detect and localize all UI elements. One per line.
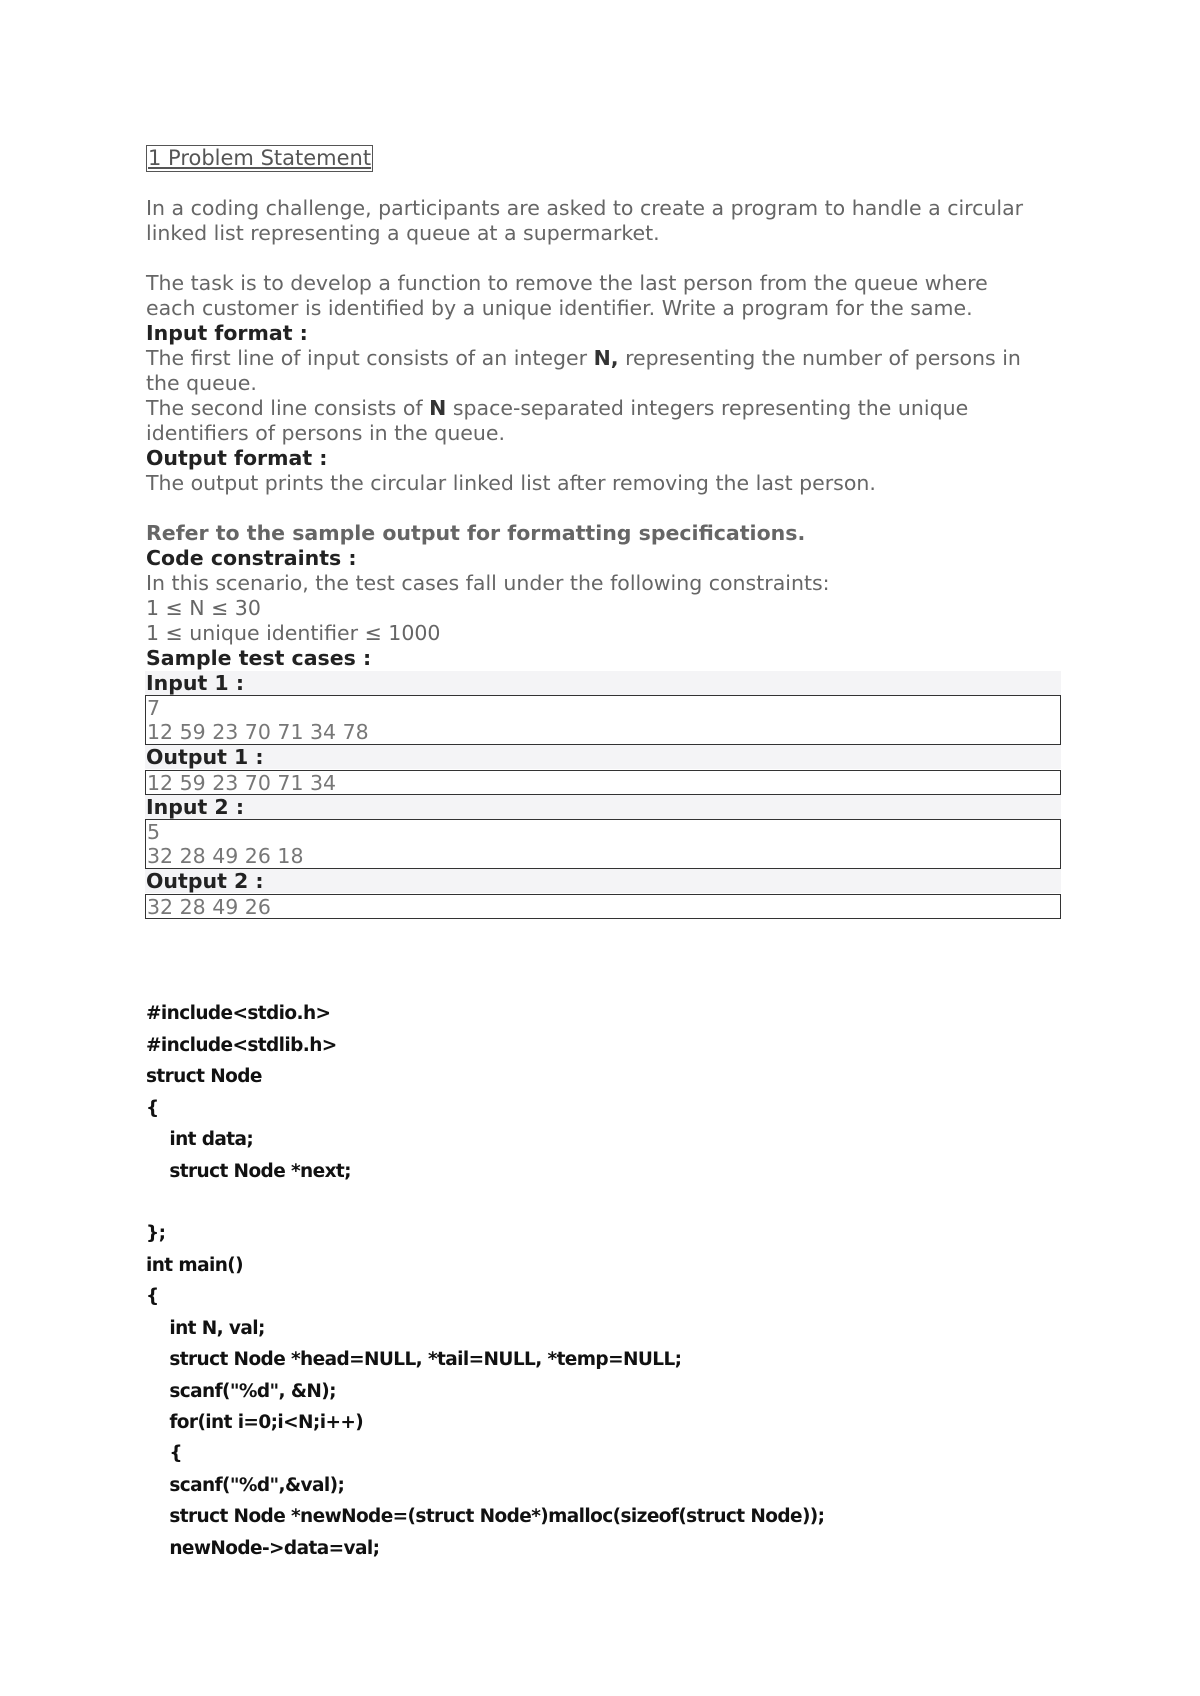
code-line: int main() <box>146 1255 243 1276</box>
output1-line-1: 12 59 23 70 71 34 <box>147 771 337 795</box>
input-format-heading: Input format : <box>146 321 308 345</box>
output2-label: Output 2 : <box>146 869 264 893</box>
code-line: { <box>146 1286 159 1307</box>
output-format-line-1: The output prints the circular linked list after removing the last person. <box>146 471 876 495</box>
input1-box <box>145 695 1061 745</box>
input-format-line-1: The first line of input consists of an integer N, representing the number of persons in <box>146 346 1021 370</box>
constraint-identifier: 1 ≤ unique identifier ≤ 1000 <box>146 621 441 645</box>
input2-label-shade <box>145 795 1061 819</box>
input1-label-shade <box>145 671 1061 695</box>
code-line: int data; <box>146 1129 254 1150</box>
output2-box <box>145 894 1061 919</box>
code-line: struct Node <box>146 1066 262 1087</box>
code-line: #include<stdio.h> <box>146 1003 331 1024</box>
input2-label: Input 2 : <box>146 795 245 819</box>
output-format-heading: Output format : <box>146 446 328 470</box>
intro-line-2: linked list representing a queue at a supermarket. <box>146 221 660 245</box>
input2-box <box>145 819 1061 869</box>
code-line: struct Node *head=NULL, *tail=NULL, *temp=NULL; <box>146 1349 682 1370</box>
output2-label-shade <box>145 869 1061 893</box>
code-line: }; <box>146 1223 166 1244</box>
task-line-2: each customer is identified by a unique identifier. Write a program for the same. <box>146 296 973 320</box>
output1-box <box>145 770 1061 795</box>
input-format-line-2: the queue. <box>146 371 257 395</box>
code-line: { <box>146 1443 182 1464</box>
input-format-line-3: The second line consists of N space-separated integers representing the unique <box>146 396 969 420</box>
code-line: struct Node *newNode=(struct Node*)malloc(sizeof(struct Node)); <box>146 1506 825 1527</box>
code-line: struct Node *next; <box>146 1161 351 1182</box>
output1-label-shade <box>145 745 1061 769</box>
samples-heading: Sample test cases : <box>146 646 372 670</box>
input2-line-1: 5 <box>147 820 161 844</box>
refer-note: Refer to the sample output for formatting specifications. <box>146 521 806 545</box>
code-line: scanf("%d", &N); <box>146 1381 336 1402</box>
input1-line-2: 12 59 23 70 71 34 78 <box>147 720 369 744</box>
constraints-intro: In this scenario, the test cases fall under the following constraints: <box>146 571 830 595</box>
code-line: #include<stdlib.h> <box>146 1035 337 1056</box>
code-line: int N, val; <box>146 1318 265 1339</box>
intro-line-1: In a coding challenge, participants are asked to create a program to handle a circular <box>146 196 1024 220</box>
page-title: 1 Problem Statement <box>148 146 372 170</box>
constraints-heading: Code constraints : <box>146 546 357 570</box>
input-format-line-4: identifiers of persons in the queue. <box>146 421 506 445</box>
constraint-n: 1 ≤ N ≤ 30 <box>146 596 261 620</box>
task-line-1: The task is to develop a function to remove the last person from the queue where <box>146 271 988 295</box>
code-line: for(int i=0;i<N;i++) <box>146 1412 364 1433</box>
output1-label: Output 1 : <box>146 745 264 769</box>
code-line: scanf("%d",&val); <box>146 1475 345 1496</box>
input2-line-2: 32 28 49 26 18 <box>147 844 304 868</box>
code-line: { <box>146 1098 159 1119</box>
input1-line-1: 7 <box>147 696 161 720</box>
output2-line-1: 32 28 49 26 <box>147 895 271 919</box>
input1-label: Input 1 : <box>146 671 245 695</box>
code-line: newNode->data=val; <box>146 1538 380 1559</box>
